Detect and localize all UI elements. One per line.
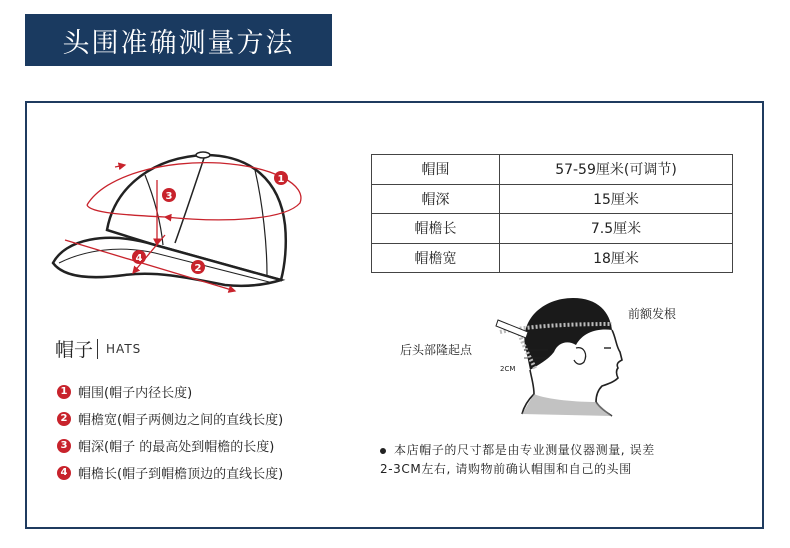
table-row [372, 155, 733, 185]
note-line-2: 2-3CM左右, 请购物前确认帽围和自己的头围 [380, 462, 632, 476]
svg-text:2: 2 [194, 263, 202, 274]
hats-heading-cn: 帽子 [55, 339, 94, 361]
svg-text:4: 4 [135, 253, 143, 264]
legend-text: 帽檐宽(帽子两侧边之间的直线长度) [78, 413, 284, 428]
marker-badge: 3 [57, 439, 71, 453]
table-row [372, 184, 733, 214]
forehead-label: 前额发根 [628, 307, 677, 321]
page-title: 头围准确测量方法 [25, 14, 332, 66]
legend-text: 帽檐长(帽子到帽檐顶边的直线长度) [78, 467, 284, 482]
cap-illustration [45, 145, 305, 305]
cap-marker-3 [162, 188, 176, 202]
heading-divider [97, 339, 98, 359]
svg-text:3: 3 [165, 191, 173, 202]
list-item [57, 378, 283, 405]
hats-heading [55, 335, 141, 362]
head-hair [524, 298, 612, 370]
head-illustration [488, 290, 638, 430]
svg-text:1: 1 [277, 174, 285, 185]
list-item [57, 405, 283, 432]
spec-label: 帽檐宽 [372, 243, 500, 273]
cap-marker-1 [274, 171, 288, 185]
size-spec-table [371, 154, 733, 273]
marker-badge: 1 [57, 385, 71, 399]
hats-heading-en: HATS [106, 341, 142, 356]
measurement-note [380, 441, 755, 479]
cap-marker-4 [132, 250, 146, 264]
spec-value: 15厘米 [500, 184, 733, 214]
table-row [372, 243, 733, 273]
measurement-legend [57, 378, 283, 486]
spec-value: 18厘米 [500, 243, 733, 273]
spec-label: 帽檐长 [372, 214, 500, 244]
table-row [372, 214, 733, 244]
note-line-1: 本店帽子的尺寸都是由专业测量仪器测量, 误差 [394, 443, 655, 457]
list-item [57, 432, 283, 459]
head-face [596, 330, 622, 402]
list-item [57, 459, 283, 486]
marker-badge: 2 [57, 412, 71, 426]
spec-value: 7.5厘米 [500, 214, 733, 244]
spec-value: 57-59厘米(可调节) [500, 155, 733, 185]
spec-label: 帽深 [372, 184, 500, 214]
legend-text: 帽深(帽子 的最高处到帽檐的长度) [78, 440, 275, 455]
legend-text: 帽围(帽子内径长度) [78, 386, 193, 401]
cap-marker-2 [191, 260, 205, 274]
offset-label: 2CM [500, 365, 516, 373]
marker-badge: 4 [57, 466, 71, 480]
back-of-head-label: 后头部隆起点 [400, 343, 473, 357]
spec-label: 帽围 [372, 155, 500, 185]
bullet-dot [380, 448, 386, 454]
